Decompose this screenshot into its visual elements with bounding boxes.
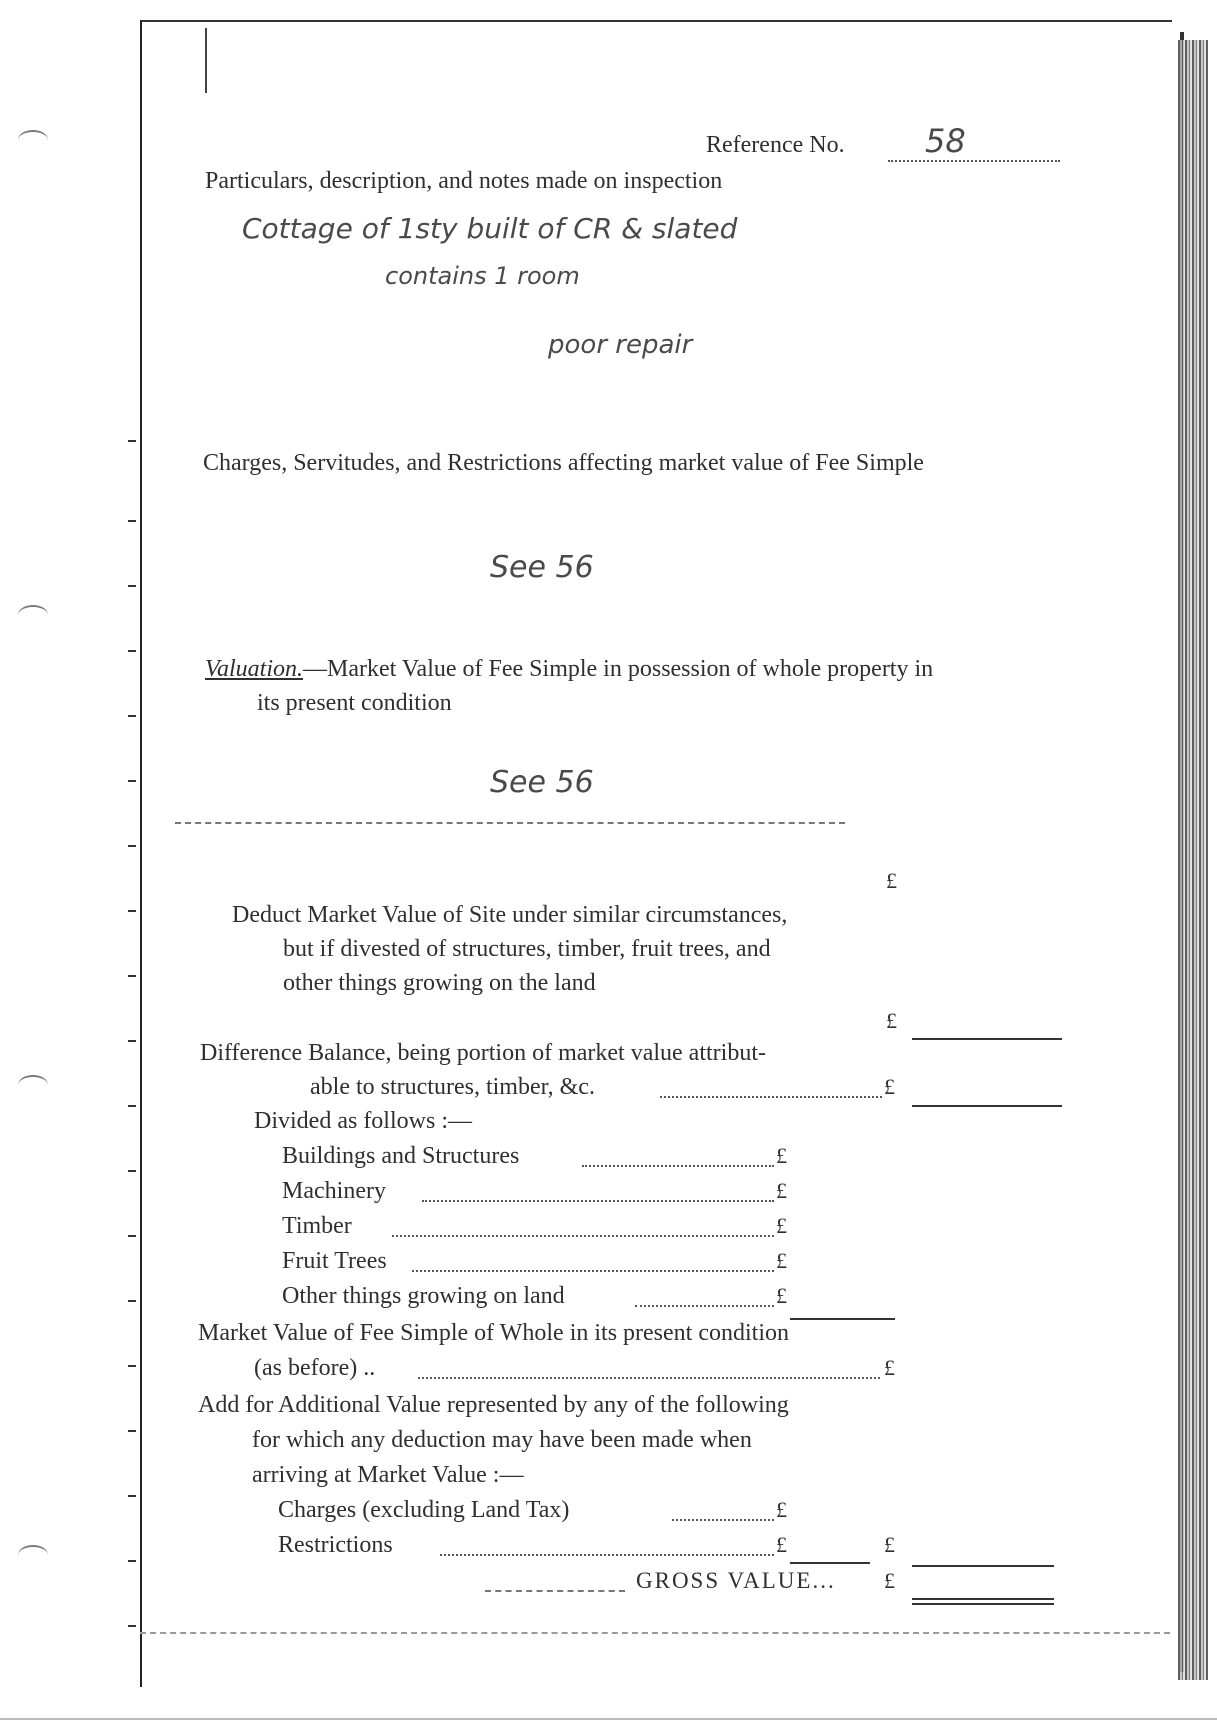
margin-tick [128,1430,136,1432]
gross-value-line [912,1598,1054,1600]
additional-item-currency: £ [776,1532,787,1557]
divided-item-dots [392,1235,774,1237]
margin-tick [128,1625,136,1627]
margin-tick [128,1495,136,1497]
deduct-amount-line [912,1038,1062,1040]
deduct-line3: other things growing on the land [283,970,596,996]
binder-hole [18,130,48,150]
additional-line1: Add for Additional Value represented by any of the following [198,1392,789,1418]
divided-item-buildings: Buildings and Structures [282,1143,520,1169]
difference-amount-line [912,1105,1062,1107]
market-value-whole-currency: £ [884,1355,895,1380]
valuation-label-rest: —Market Value of Fee Simple in possession of whole property in [303,656,934,682]
margin-tick [128,1560,136,1562]
divided-item-currency: £ [776,1213,787,1238]
valuation-label [205,656,933,683]
particulars-note-line1: Cottage of 1sty built of CR & slated [242,212,738,245]
additional-subtotal-line [790,1562,870,1564]
margin-tick [128,1300,136,1302]
additional-item-dots [672,1519,774,1521]
additional-line2: for which any deduction may have been made when [252,1427,752,1453]
divided-label: Divided as follows :— [254,1108,472,1134]
margin-tick [128,585,136,587]
market-value-whole-line2: (as before) .. [254,1355,376,1381]
additional-item-charges: Charges (excluding Land Tax) [278,1497,570,1523]
difference-line2: able to structures, timber, &c. [310,1074,595,1100]
valuation-heading: Valuation. [205,656,304,682]
margin-tick [128,1170,136,1172]
deduct-line1: Deduct Market Value of Site under similar circumstances, [232,902,788,928]
reference-dotted-line [888,160,1060,162]
margin-tick [128,650,136,652]
margin-tick [128,1105,136,1107]
charges-note: See 56 [490,550,594,585]
margin-tick [128,910,136,912]
divided-item-other-things: Other things growing on land [282,1283,565,1309]
additional-item-restrictions: Restrictions [278,1532,393,1558]
divided-item-currency: £ [776,1143,787,1168]
margin-tick [128,780,136,782]
binder-hole [18,1075,48,1095]
scan-bottom-edge [0,1718,1217,1720]
divided-item-dots [422,1200,774,1202]
margin-tick [128,1235,136,1237]
difference-line1: Difference Balance, being portion of market value attribut- [200,1040,766,1066]
divided-item-dots [635,1305,774,1307]
divided-item-fruit-trees: Fruit Trees [282,1248,387,1274]
margin-tick [128,1365,136,1367]
divided-item-dots [582,1165,774,1167]
gross-value-double-line [912,1603,1054,1605]
gross-value-label: GROSS VALUE... [636,1568,836,1593]
deduct-currency-top: £ [886,868,897,893]
additional-total-currency: £ [884,1532,895,1557]
margin-tick [128,1040,136,1042]
additional-total-line [912,1565,1054,1567]
reference-label: Reference No. [706,132,845,158]
gross-dashed-rule [485,1590,625,1592]
margin-tick [128,975,136,977]
margin-tick [128,440,136,442]
bottom-edge-rule [140,1632,1170,1634]
gross-value-currency: £ [884,1568,895,1593]
divided-item-currency: £ [776,1178,787,1203]
additional-item-dots [440,1554,774,1556]
binder-hole [18,1545,48,1565]
deduct-currency: £ [886,1008,897,1033]
divided-total-line [790,1318,895,1320]
reference-value: 58 [925,122,966,160]
margin-mark [205,28,207,93]
divided-item-currency: £ [776,1248,787,1273]
particulars-note-line3: poor repair [548,330,693,360]
margin-tick [128,715,136,717]
particulars-label: Particulars, description, and notes made on inspection [205,168,723,194]
binder-hole [18,605,48,625]
divided-item-machinery: Machinery [282,1178,386,1204]
deduct-line2: but if divested of structures, timber, fruit trees, and [283,936,771,962]
market-value-whole-line1: Market Value of Fee Simple of Whole in its present condition [198,1320,789,1346]
difference-currency: £ [884,1074,895,1099]
page-edge-stack [1178,40,1208,1680]
valuation-note: See 56 [490,765,594,800]
particulars-note-line2: contains 1 room [385,262,580,290]
valuation-dashed-rule [175,822,845,824]
difference-dots [660,1096,882,1098]
charges-label: Charges, Servitudes, and Restrictions affecting market value of Fee Simple [203,450,924,476]
margin-tick [128,520,136,522]
margin-tick [128,845,136,847]
additional-item-currency: £ [776,1497,787,1522]
additional-line3: arriving at Market Value :— [252,1462,524,1488]
divided-item-dots [412,1270,774,1272]
divided-item-timber: Timber [282,1213,352,1239]
market-value-whole-dots [418,1377,880,1379]
valuation-label-line2: its present condition [257,690,452,716]
divided-item-currency: £ [776,1283,787,1308]
